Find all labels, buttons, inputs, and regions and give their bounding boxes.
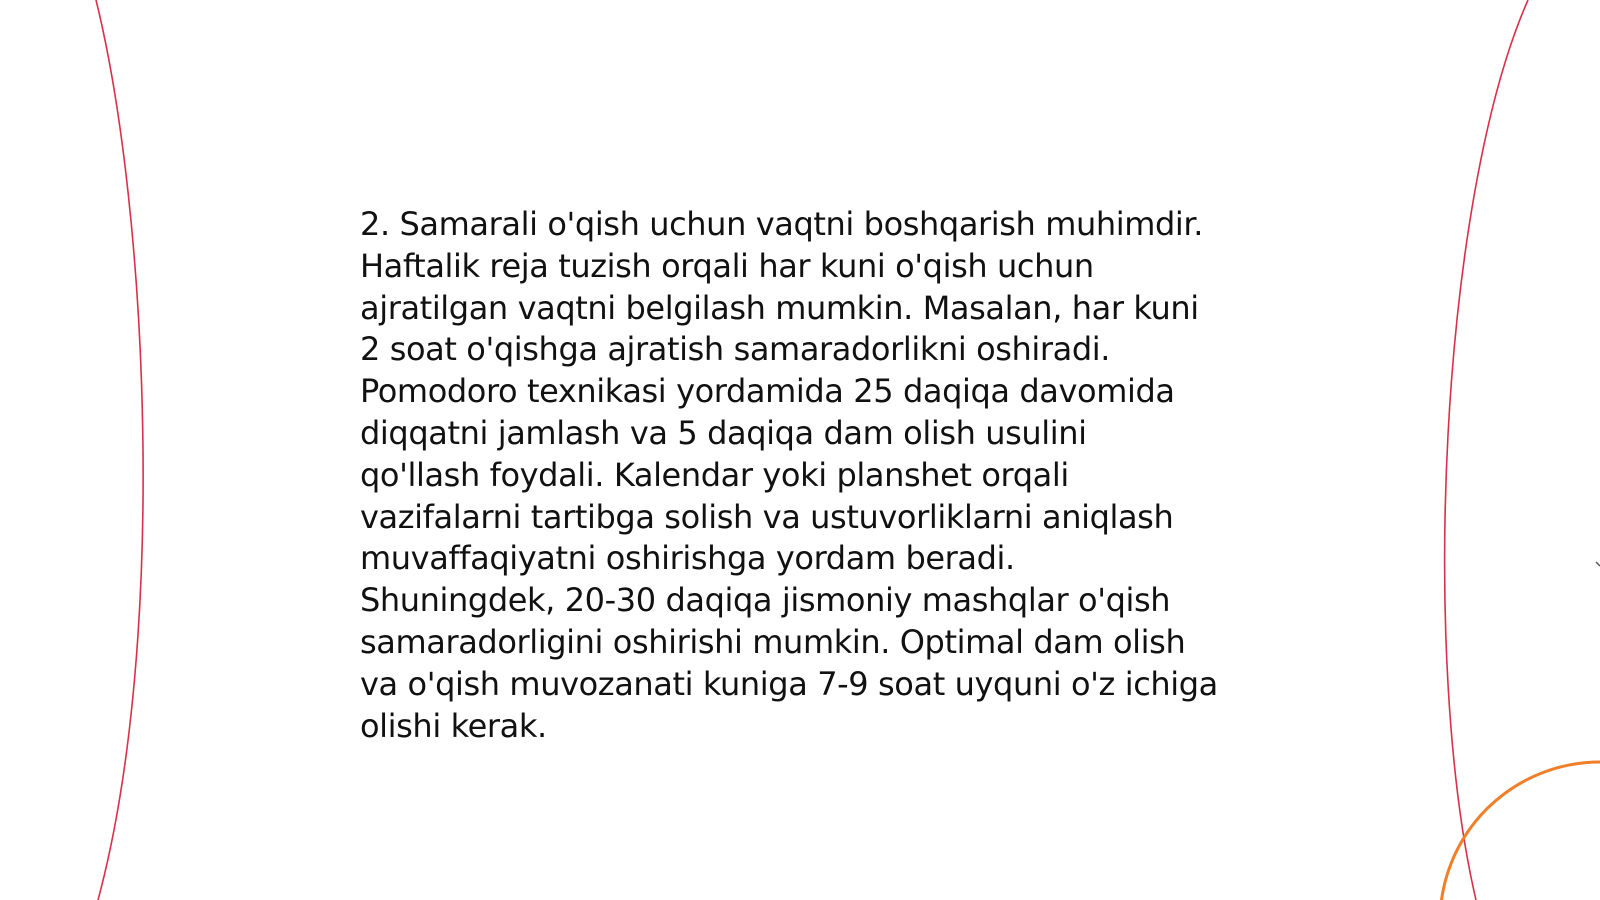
paragraph-line: Shuningdek, 20-30 daqiqa jismoniy mashqlar o'qish xyxy=(360,581,1171,620)
paragraph-line: qo'llash foydali. Kalendar yoki planshet orqali xyxy=(360,455,1069,494)
paragraph-line: Haftalik reja tuzish orqali har kuni o'qish uchun xyxy=(360,246,1094,285)
left-decorative-curve xyxy=(96,0,143,900)
paragraph-line: diqqatni jamlash va 5 daqiqa dam olish usulini xyxy=(360,413,1087,452)
right-decorative-curve xyxy=(1445,0,1528,900)
paragraph-line: ajratilgan vaqtni belgilash mumkin. Masalan, har kuni xyxy=(360,288,1199,327)
paragraph-line: samaradorligini oshirishi mumkin. Optimal dam olish xyxy=(360,622,1186,661)
bottom-right-decorative-circle xyxy=(1440,762,1600,900)
paragraph-line: muvaffaqiyatni oshirishga yordam beradi. xyxy=(360,539,1015,578)
paragraph-line: Pomodoro texnikasi yordamida 25 daqiqa davomida xyxy=(360,372,1175,411)
paragraph-line: olishi kerak. xyxy=(360,706,547,745)
right-edge-mark xyxy=(1596,562,1600,566)
paragraph-line: va o'qish muvozanati kuniga 7-9 soat uyquni o'z ichiga xyxy=(360,664,1218,703)
paragraph-line: vazifalarni tartibga solish va ustuvorliklarni aniqlash xyxy=(360,497,1174,536)
paragraph-line: 2 soat o'qishga ajratish samaradorlikni oshiradi. xyxy=(360,330,1111,369)
body-paragraph xyxy=(360,204,1260,747)
paragraph-line: 2. Samarali o'qish uchun vaqtni boshqarish muhimdir. xyxy=(360,205,1203,243)
